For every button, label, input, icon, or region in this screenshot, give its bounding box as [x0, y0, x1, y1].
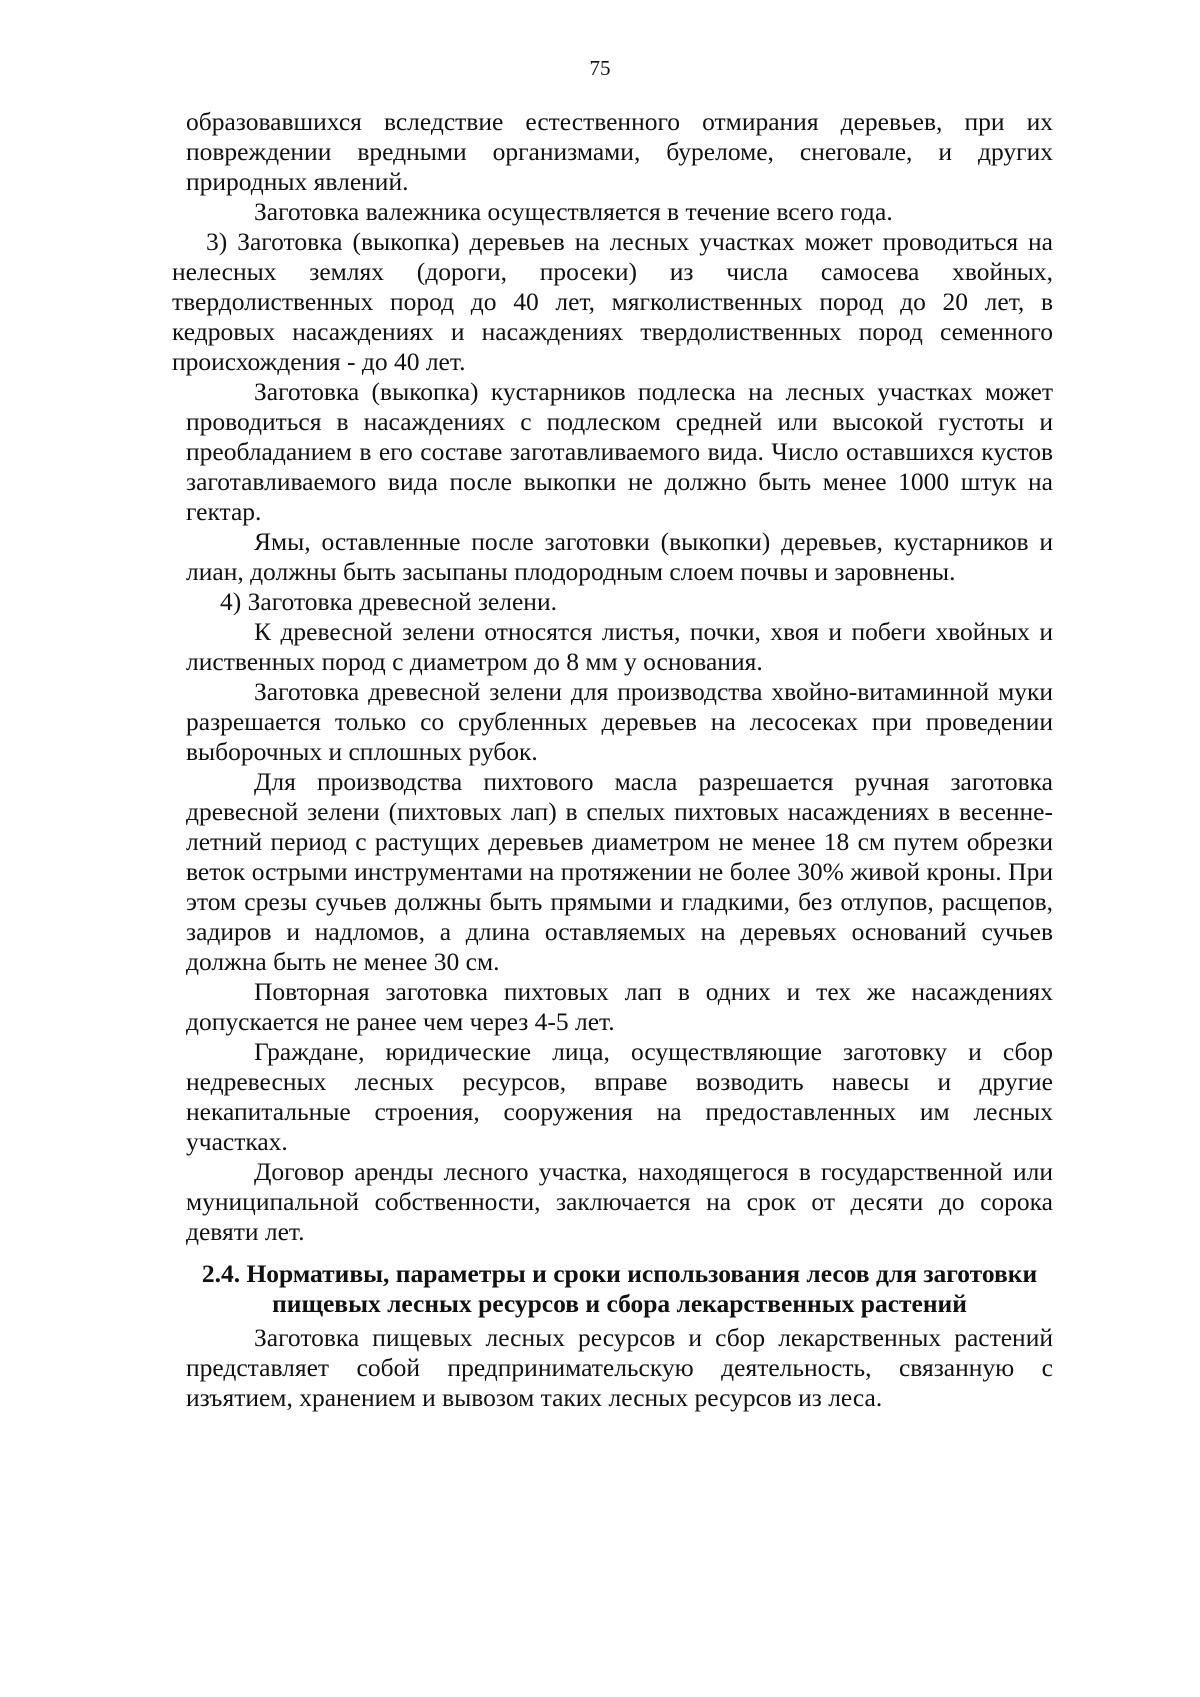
page-number: 75 [589, 56, 611, 80]
list-item-4-tree-greenery: 4) Заготовка древесной зелени. [220, 587, 557, 616]
paragraph-continuation: образовавшихся вследствие естественного отмирания деревьев, при их повреждении вредными организмами, буреломе, снеговале, и других природных явлений. [186, 107, 1053, 196]
paragraph-food-resources: Заготовка пищевых лесных ресурсов и сбор лекарственных растений представляет собой предпринимательскую деятельность, связанную с изъятием, хранением и вывозом таких лесных ресурсов из леса. [186, 1323, 1053, 1412]
paragraph-pits: Ямы, оставленные после заготовки (выкопки) деревьев, кустарников и лиан, должны быть засыпаны плодородным слоем почвы и заровнены. [186, 527, 1053, 586]
paragraph-lease-term: Договор аренды лесного участка, находящегося в государственной или муниципальной собственности, заключается на срок от десяти до сорока девяти лет. [186, 1157, 1053, 1246]
paragraph-vitamin-flour: Заготовка древесной зелени для производства хвойно-витаминной муки разрешается только со срубленных деревьев на лесосеках при проведении выборочных и сплошных рубок. [186, 677, 1053, 766]
paragraph-structures: Граждане, юридические лица, осуществляющие заготовку и сбор недревесных лесных ресурсов, вправе возводить навесы и другие некапитальные строения, сооружения на предоставленных им лесных участках. [186, 1037, 1053, 1156]
paragraph-deadwood-season: Заготовка валежника осуществляется в течение всего года. [254, 197, 893, 226]
section-heading-2-4: 2.4. Нормативы, параметры и сроки использования лесов для заготовки пищевых лесных ресурсов и сбора лекарственных растений [201, 1259, 1038, 1318]
paragraph-fir-oil: Для производства пихтового масла разрешается ручная заготовка древесной зелени (пихтовых лап) в спелых пихтовых насаждениях в весенне-летний период с растущих деревьев диаметром не менее 18 см путем обрезки веток острыми инструментами на протяжении не более 30% живой кроны. При этом срезы сучьев должны быть прямыми и гладкими, без отлупов, расщепов, задиров и надломов, а длина оставляемых на деревьях оснований сучьев должна быть не менее 30 см. [186, 767, 1053, 976]
list-item-3-tree-digging: 3) Заготовка (выкопка) деревьев на лесных участках может проводиться на нелесных землях (дороги, просеки) из числа самосева хвойных, твердолиственных пород до 40 лет, мягколиственных пород до 20 лет, в кедровых насаждениях и насаждениях твердолиственных пород семенного происхождения - до 40 лет. [172, 227, 1053, 376]
paragraph-repeat-harvest: Повторная заготовка пихтовых лап в одних и тех же насаждениях допускается не ранее чем через 4-5 лет. [186, 977, 1053, 1036]
document-body [172, 107, 1053, 1413]
paragraph-shrub-digging: Заготовка (выкопка) кустарников подлеска на лесных участках может проводиться в насаждениях с подлеском средней или высокой густоты и преобладанием в его составе заготавливаемого вида. Число оставшихся кустов заготавливаемого вида после выкопки не должно быть менее 1000 штук на гектар. [186, 377, 1053, 526]
paragraph-greenery-definition: К древесной зелени относятся листья, почки, хвоя и побеги хвойных и лиственных пород с диаметром до 8 мм у основания. [186, 617, 1053, 676]
